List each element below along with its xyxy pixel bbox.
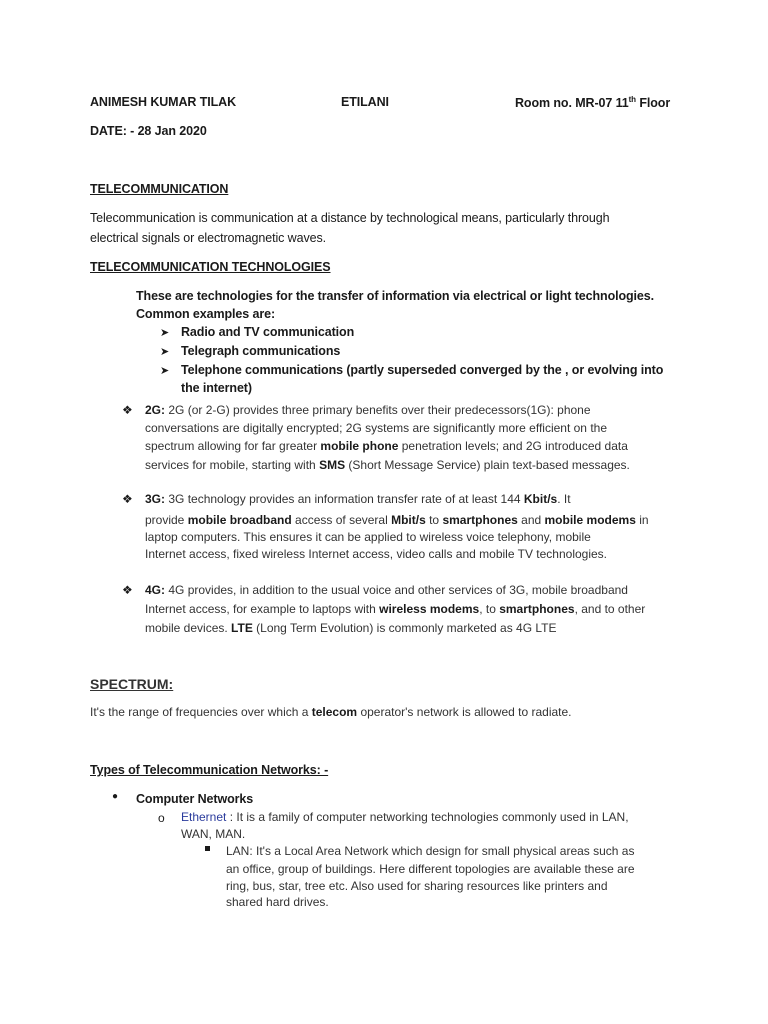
example-item-continued: the internet) [181,381,252,395]
room-info: Room no. MR-07 11th Floor [515,95,671,111]
gen3-line-2: provide mobile broadband access of several Mbit/s to smartphones and mobile modems in [145,513,649,527]
ethernet-line-1: Ethernet : It is a family of computer networking technologies commonly used in LAN, [181,810,629,824]
telecom-line-1: Telecommunication is communication at a distance by technological means, particularly through [90,211,610,225]
gen3-line-1: 3G: 3G technology provides an information transfer rate of at least 144 Kbit/s. It [145,492,571,506]
author-name: ANIMESH KUMAR TILAK [90,95,237,109]
gen3-line-4: Internet access, fixed wireless Internet access, video calls and mobile TV technologies. [145,547,608,561]
tech-intro-2: Common examples are: [136,307,276,321]
example-item: Telephone communications (partly superseded converged by the , or evolving into [181,363,664,377]
tech-intro-1: These are technologies for the transfer of information via electrical or light technologies. [136,289,654,303]
organization: ETILANI [341,95,389,109]
spectrum-heading: SPECTRUM: [90,676,174,692]
gen2-line-2: conversations are digitally encrypted; 2G systems are significantly more efficient on the [145,421,607,435]
spectrum-line: It's the range of frequencies over which a telecom operator's network is allowed to radiate. [90,705,572,719]
tech-heading: TELECOMMUNICATION TECHNOLOGIES [90,260,331,274]
lan-line-4: shared hard drives. [226,895,329,909]
gen4-line-3: mobile devices. LTE (Long Term Evolution) is commonly marketed as 4G LTE [145,621,557,635]
diamond-bullet-icon: ❖ [122,583,133,597]
date-line: DATE: - 28 Jan 2020 [90,124,207,138]
gen4-line-2: Internet access, for example to laptops with wireless modems, to smartphones, and to other [145,602,646,616]
gen2-line-4: services for mobile, starting with SMS (Short Message Service) plain text-based messages. [145,458,630,472]
gen4-line-1: 4G: 4G provides, in addition to the usual voice and other services of 3G, mobile broadband [145,583,628,597]
square-bullet-icon [205,846,210,851]
arrow-bullet-icon: ➤ [160,365,170,377]
arrow-bullet-icon: ➤ [160,346,170,358]
ethernet-line-2: WAN, MAN. [181,827,246,841]
network-item-computer: Computer Networks [136,792,254,806]
example-item: Radio and TV communication [181,325,355,339]
bullet-dot-icon: ● [112,791,119,802]
example-item: Telegraph communications [181,344,341,358]
telecom-heading: TELECOMMUNICATION [90,182,229,196]
lan-line-1: LAN: It's a Local Area Network which design for small physical areas such as [226,844,635,858]
lan-line-3: ring, bus, star, tree etc. Also used for sharing resources like printers and [226,879,608,893]
diamond-bullet-icon: ❖ [122,403,133,417]
telecom-line-2: electrical signals or electromagnetic waves. [90,231,326,245]
networks-heading: Types of Telecommunication Networks: - [90,763,329,777]
arrow-bullet-icon: ➤ [160,327,170,339]
circle-bullet-icon: o [158,811,165,825]
gen2-line-1: 2G: 2G (or 2-G) provides three primary benefits over their predecessors(1G): phone [145,403,591,417]
gen2-line-3: spectrum allowing for far greater mobile phone penetration levels; and 2G introduced data [145,439,628,453]
gen3-line-3: laptop computers. This ensures it can be applied to wireless voice telephony, mobile [145,530,591,544]
lan-line-2: an office, group of buildings. Here different topologies are available these are [226,862,635,876]
diamond-bullet-icon: ❖ [122,492,133,506]
